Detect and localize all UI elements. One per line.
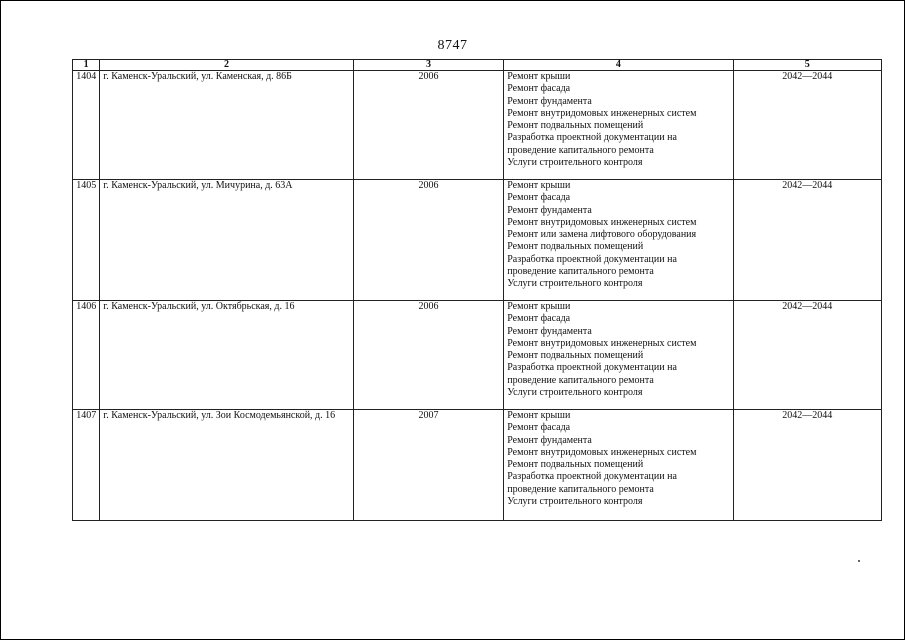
work-item: Ремонт фундамента <box>507 325 592 337</box>
table-row <box>73 410 882 521</box>
work-item: Ремонт фундамента <box>507 204 592 216</box>
row-year: 2006 <box>353 301 503 410</box>
row-works <box>504 410 733 521</box>
header-col-2: 2 <box>100 60 354 71</box>
row-address: г. Каменск-Уральский, ул. Мичурина, д. 63А <box>100 180 354 301</box>
row-period: 2042—2044 <box>733 180 881 301</box>
work-item: Ремонт крыши <box>507 71 571 82</box>
work-item: Ремонт подвальных помещений <box>507 241 644 253</box>
row-address: г. Каменск-Уральский, ул. Октябрьская, д. 16 <box>100 301 354 410</box>
work-item: Ремонт фундамента <box>507 95 592 107</box>
work-item: Ремонт подвальных помещений <box>507 459 644 471</box>
row-year: 2006 <box>353 71 503 180</box>
header-col-3: 3 <box>353 60 503 71</box>
work-item: Разработка проектной документации на <box>507 132 677 144</box>
work-item: Ремонт крыши <box>507 180 571 191</box>
work-item: Разработка проектной документации на <box>507 471 677 483</box>
header-row <box>73 60 882 71</box>
row-period: 2042—2044 <box>733 410 881 521</box>
work-item: Ремонт подвальных помещений <box>507 120 644 132</box>
work-item: Ремонт или замена лифтового оборудования <box>507 229 697 241</box>
page-number: 8747 <box>437 38 468 53</box>
table-row <box>73 180 882 301</box>
work-item: Ремонт внутридомовых инженерных систем <box>507 107 697 119</box>
row-works <box>504 71 733 180</box>
row-year: 2006 <box>353 180 503 301</box>
work-item: проведение капитального ремонта <box>507 144 654 156</box>
scan-speck <box>858 560 860 562</box>
header-col-4: 4 <box>504 60 733 71</box>
work-item: Услуги строительного контроля <box>507 157 643 169</box>
row-address: г. Каменск-Уральский, ул. Зои Космодемьянской, д. 16 <box>100 410 354 521</box>
work-item: проведение капитального ремонта <box>507 266 654 278</box>
work-item: Ремонт внутридомовых инженерных систем <box>507 446 697 458</box>
work-item: Ремонт фасада <box>507 192 571 204</box>
work-item: проведение капитального ремонта <box>507 374 654 386</box>
work-item: Разработка проектной документации на <box>507 253 677 265</box>
header-col-5: 5 <box>733 60 881 71</box>
row-works <box>504 180 733 301</box>
table-row <box>73 301 882 410</box>
row-year: 2007 <box>353 410 503 521</box>
row-number: 1407 <box>73 410 100 521</box>
work-item: Ремонт крыши <box>507 410 571 421</box>
work-item: Ремонт внутридомовых инженерных систем <box>507 337 697 349</box>
row-address: г. Каменск-Уральский, ул. Каменская, д. 86Б <box>100 71 354 180</box>
work-item: Ремонт фундамента <box>507 434 592 446</box>
row-period: 2042—2044 <box>733 71 881 180</box>
work-item: Ремонт крыши <box>507 301 571 312</box>
work-item: Ремонт подвальных помещений <box>507 350 644 362</box>
work-item: Услуги строительного контроля <box>507 387 643 399</box>
registry-table <box>72 59 882 521</box>
work-item: Услуги строительного контроля <box>507 496 643 508</box>
row-works <box>504 301 733 410</box>
work-item: Разработка проектной документации на <box>507 362 677 374</box>
row-number: 1406 <box>73 301 100 410</box>
work-item: проведение капитального ремонта <box>507 483 654 495</box>
row-number: 1404 <box>73 71 100 180</box>
table-row <box>73 71 882 180</box>
work-item: Ремонт внутридомовых инженерных систем <box>507 216 697 228</box>
header-col-1: 1 <box>73 60 100 71</box>
work-item: Ремонт фасада <box>507 422 571 434</box>
work-item: Ремонт фасада <box>507 313 571 325</box>
work-item: Ремонт фасада <box>507 83 571 95</box>
row-number: 1405 <box>73 180 100 301</box>
work-item: Услуги строительного контроля <box>507 278 643 290</box>
row-period: 2042—2044 <box>733 301 881 410</box>
